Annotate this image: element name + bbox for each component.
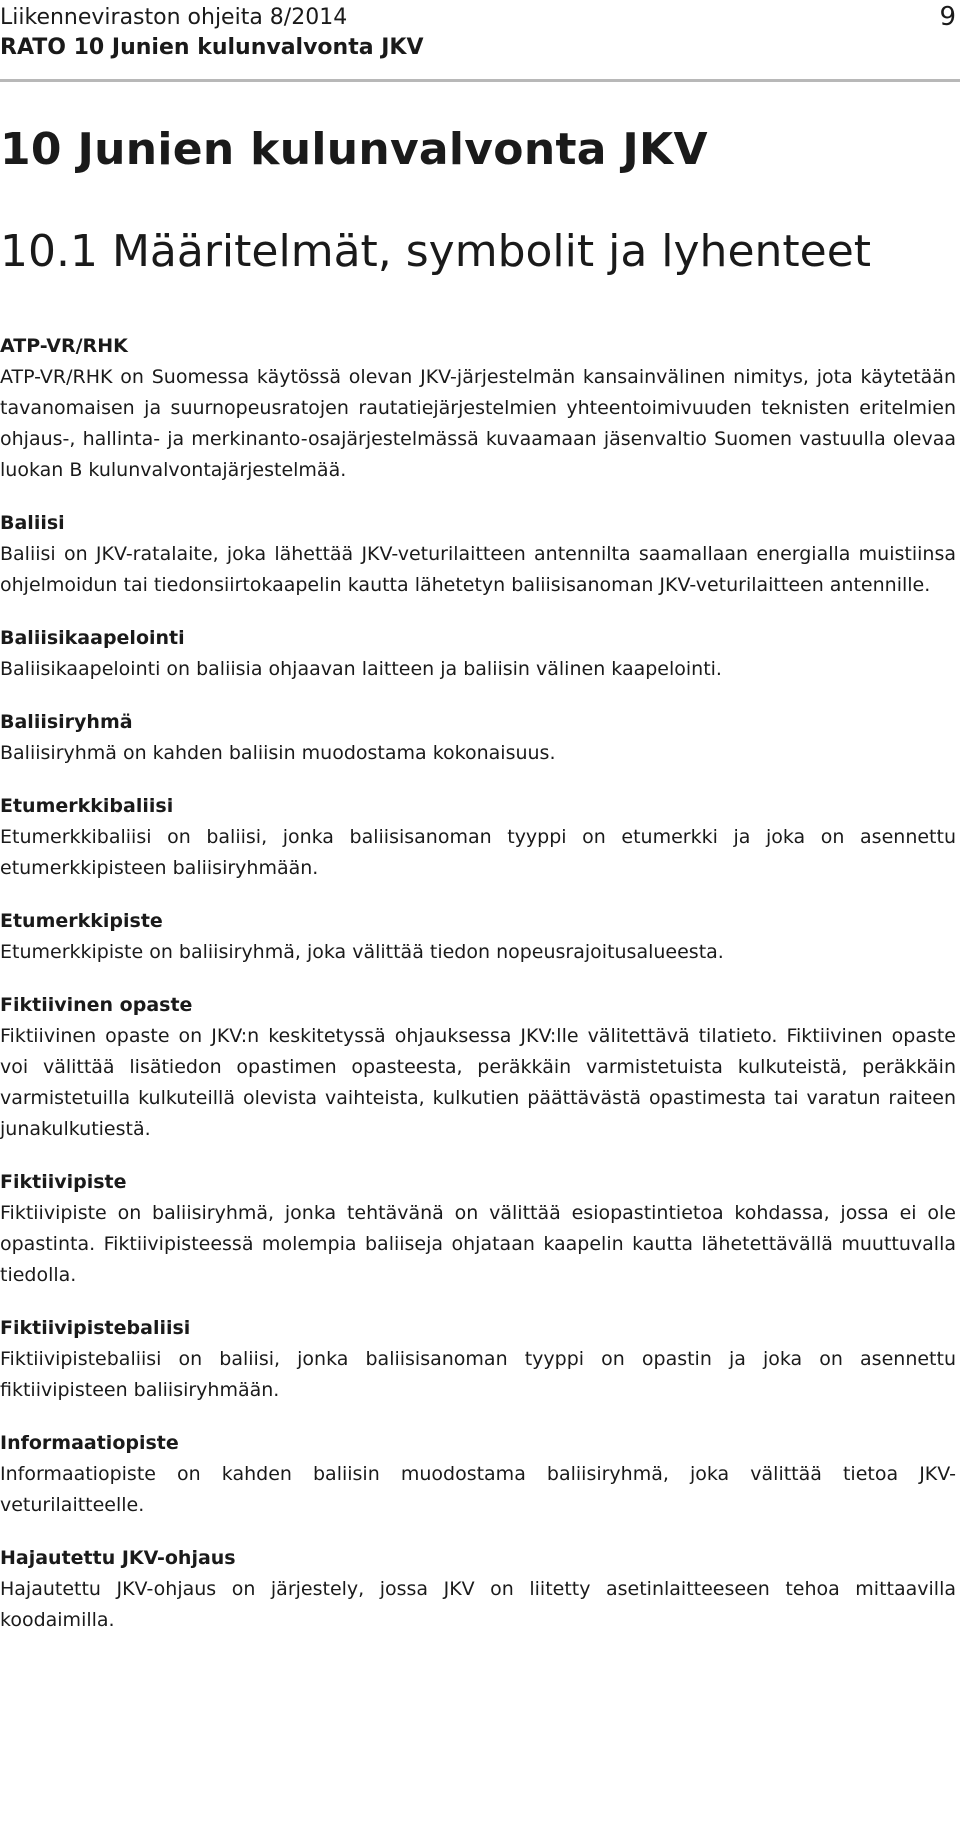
page-number: 9 xyxy=(939,2,956,32)
definition-entry xyxy=(0,331,956,486)
definition-text: Etumerkkipiste on baliisiryhmä, joka välittää tiedon nopeusrajoitusalueesta. xyxy=(0,941,724,963)
definition-entry xyxy=(0,1543,956,1636)
definition-text: Baliisi on JKV-ratalaite, joka lähettää JKV-veturilaitteen antennilta saamallaan energialla muistiinsa ohjelmoidun tai tiedonsiirtokaapelin kautta lähetetyn baliisisanoman JKV-veturilaitteen antennille. xyxy=(0,543,956,596)
publication-series: Liikenneviraston ohjeita 8/2014 xyxy=(0,5,348,30)
definitions-list xyxy=(0,331,956,1658)
definition-text: Baliisiryhmä on kahden baliisin muodostama kokonaisuus. xyxy=(0,742,556,764)
definition-text: Baliisikaapelointi on baliisia ohjaavan laitteen ja baliisin välinen kaapelointi. xyxy=(0,658,722,680)
section-title: 10.1 Määritelmät, symbolit ja lyhenteet xyxy=(0,226,872,277)
chapter-title: 10 Junien kulunvalvonta JKV xyxy=(0,124,708,175)
definition-entry xyxy=(0,508,956,601)
definition-entry xyxy=(0,1167,956,1291)
document-title: RATO 10 Junien kulunvalvonta JKV xyxy=(0,35,424,60)
definition-term: Baliisiryhmä xyxy=(0,711,133,733)
definition-entry xyxy=(0,1313,956,1406)
definition-term: Hajautettu JKV-ohjaus xyxy=(0,1547,236,1569)
definition-entry xyxy=(0,623,956,685)
definition-text: Fiktiivinen opaste on JKV:n keskitetyssä ohjauksessa JKV:lle välitettävä tilatieto. Fiktiivinen opaste voi välittää lisätiedon opastimen opasteesta, peräkkäin varmistetuista kulkuteistä, peräkkäin varmistetuilla kulkuteillä olevista vaihteista, kulkutien päättävästä opastimesta tai varatun raiteen junakulkutiestä. xyxy=(0,1025,956,1140)
definition-entry xyxy=(0,791,956,884)
definition-entry xyxy=(0,990,956,1145)
definition-text: ATP-VR/RHK on Suomessa käytössä olevan JKV-järjestelmän kansainvälinen nimitys, jota käytetään tavanomaisen ja suurnopeusratojen rautatiejärjestelmien yhteentoimivuuden teknisten eritelmien ohjaus-, hallinta- ja merkinanto-osajärjestelmässä kuvaamaan jäsenvaltio Suomen vastuulla olevaa luokan B kulunvalvontajärjestelmää. xyxy=(0,366,956,481)
running-header xyxy=(0,0,960,82)
definition-term: Baliisikaapelointi xyxy=(0,627,185,649)
definition-entry xyxy=(0,707,956,769)
definition-term: Baliisi xyxy=(0,512,65,534)
definition-term: Etumerkkipiste xyxy=(0,910,163,932)
header-divider xyxy=(0,79,960,82)
definition-text: Hajautettu JKV-ohjaus on järjestely, jossa JKV on liitetty asetinlaitteeseen tehoa mittaavilla koodaimilla. xyxy=(0,1578,956,1631)
definition-entry xyxy=(0,1428,956,1521)
definition-term: ATP-VR/RHK xyxy=(0,335,128,357)
definition-entry xyxy=(0,906,956,968)
definition-term: Fiktiivipiste xyxy=(0,1171,127,1193)
definition-text: Informaatiopiste on kahden baliisin muodostama baliisiryhmä, joka välittää tietoa JKV-veturilaitteelle. xyxy=(0,1463,956,1516)
definition-term: Fiktiivinen opaste xyxy=(0,994,193,1016)
definition-text: Etumerkkibaliisi on baliisi, jonka baliisisanoman tyyppi on etumerkki ja joka on asennettu etumerkkipisteen baliisiryhmään. xyxy=(0,826,956,879)
definition-term: Informaatiopiste xyxy=(0,1432,179,1454)
definition-term: Etumerkkibaliisi xyxy=(0,795,174,817)
definition-term: Fiktiivipistebaliisi xyxy=(0,1317,191,1339)
definition-text: Fiktiivipiste on baliisiryhmä, jonka tehtävänä on välittää esiopastintietoa kohdassa, jossa ei ole opastinta. Fiktiivipisteessä molempia baliiseja ohjataan kaapelin kautta lähetettävällä muuttuvalla tiedolla. xyxy=(0,1202,956,1286)
definition-text: Fiktiivipistebaliisi on baliisi, jonka baliisisanoman tyyppi on opastin ja joka on asennettu fiktiivipisteen baliisiryhmään. xyxy=(0,1348,956,1401)
